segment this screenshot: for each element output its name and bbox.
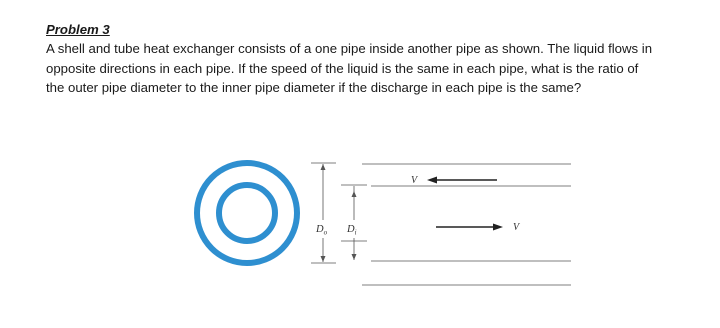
inner-pipe-ring	[219, 185, 275, 241]
inner-flow-velocity-label: V	[513, 222, 520, 233]
problem-line-1: A shell and tube heat exchanger consists of a one pipe inside another pipe as shown. The liquid flows in	[46, 41, 653, 56]
pipe-cross-section	[197, 163, 297, 263]
pipe-figure	[190, 150, 590, 310]
problem-line-2: opposite directions in each pipe. If the speed of the liquid is the same in each pipe, what is the ratio of	[46, 60, 639, 76]
inner-flow-arrow	[436, 224, 503, 231]
outer-pipe-ring	[197, 163, 297, 263]
inner-diameter-dimension	[341, 185, 367, 260]
outer-diameter-dimension	[311, 163, 336, 263]
problem-statement	[46, 39, 706, 98]
inner-diameter-label: $D_i$	[347, 224, 357, 237]
outer-flow-velocity-label: V	[411, 175, 418, 186]
pipe-longitudinal-walls	[362, 164, 571, 285]
outer-diameter-label: $D_o$	[316, 224, 328, 237]
problem-line-3: the outer pipe diameter to the inner pipe diameter if the discharge in each pipe is the same?	[46, 80, 582, 95]
problem-title: Problem 3	[46, 22, 110, 37]
outer-flow-arrow	[427, 177, 497, 184]
